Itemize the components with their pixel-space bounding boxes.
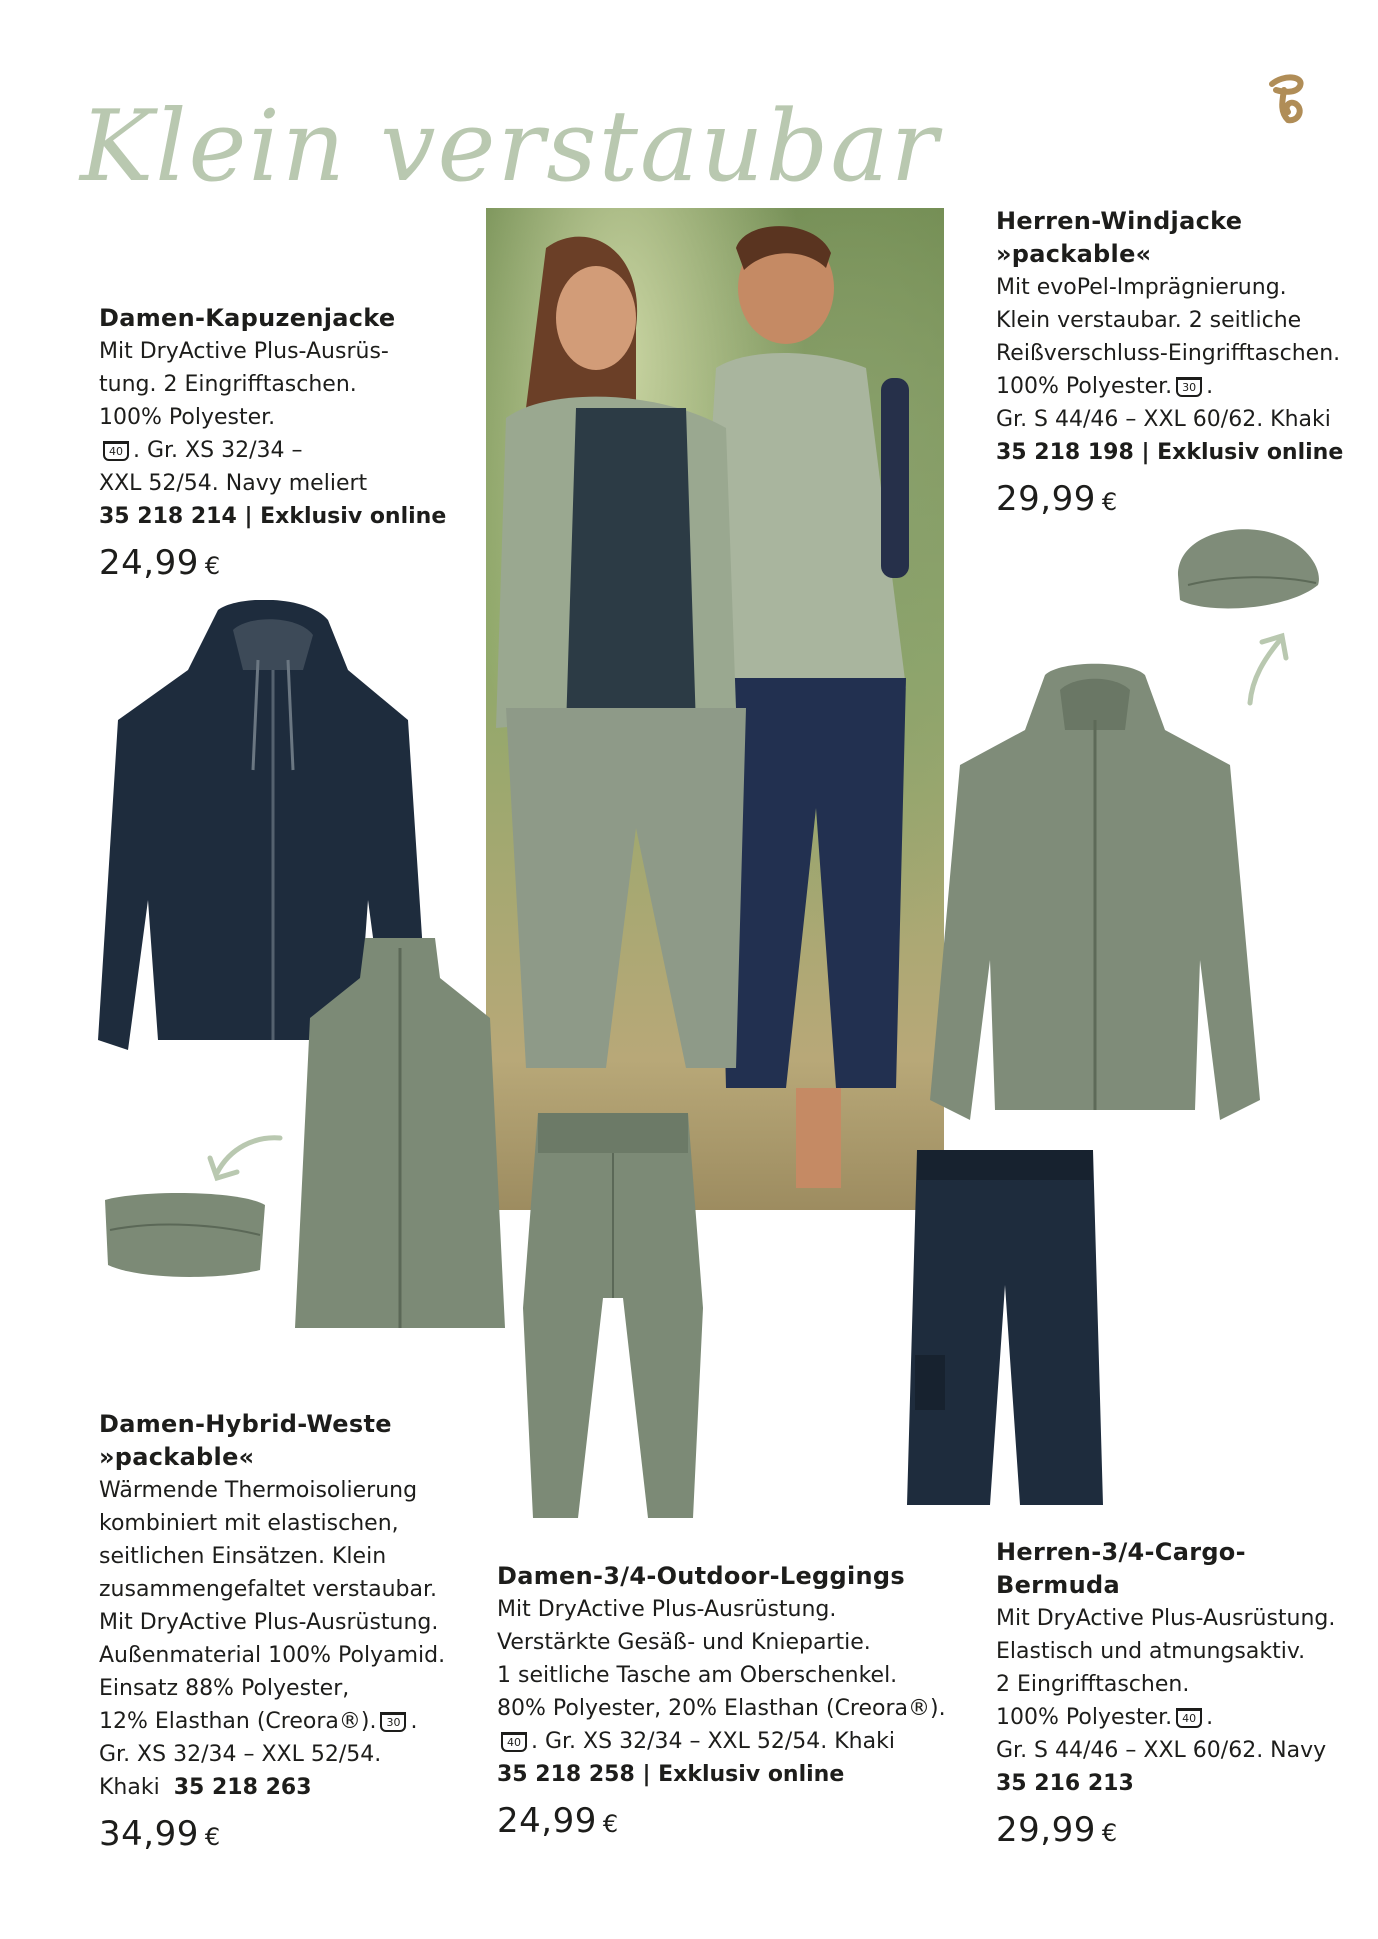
tchibo-logo-icon (1258, 70, 1314, 126)
product-desc-line: Mit DryActive Plus-Ausrüstung. (996, 1606, 1336, 1631)
order-number: 35 218 198 | Exklusiv online (996, 440, 1344, 465)
product-desc-line: tung. 2 Eingrifftaschen. (99, 372, 357, 397)
product-title: Damen-Hybrid-Weste (99, 1410, 392, 1438)
arrow-left-down-icon (205, 1128, 285, 1188)
order-number: 35 216 213 (996, 1771, 1134, 1796)
product-desc-line: zusammengefaltet verstaubar. (99, 1577, 437, 1602)
product-desc-line: 1 seitliche Tasche am Oberschenkel. (497, 1663, 898, 1688)
product-desc-line: 12% Elasthan (Creora®). 30 . (99, 1709, 418, 1734)
product-desc-line: Mit evoPel-Imprägnierung. (996, 275, 1287, 300)
product-desc-line: 80% Polyester, 20% Elasthan (Creora®). (497, 1696, 946, 1721)
product-desc-line: Elastisch und atmungsaktiv. (996, 1639, 1306, 1664)
leggings-product-image (518, 1108, 708, 1528)
product-desc-line: Mit DryActive Plus-Ausrüstung. (99, 1610, 439, 1635)
page-headline: Klein verstaubar (80, 90, 940, 204)
product-desc-line: Gr. S 44/46 – XXL 60/62. Khaki (996, 407, 1331, 432)
wash-symbol-icon: 30 (1176, 377, 1202, 397)
lifestyle-photo (486, 208, 944, 1210)
product-desc-line: Mit DryActive Plus-Ausrüstung. (497, 1597, 837, 1622)
product-damen-leggings (497, 1560, 957, 1841)
product-desc-line: Gr. XS 32/34 – XXL 52/54. (99, 1742, 382, 1767)
product-price: 29,99 € (996, 1810, 1118, 1850)
product-title: »packable« (996, 240, 1152, 268)
product-desc-line: Klein verstaubar. 2 seitliche (996, 308, 1302, 333)
product-herren-bermuda (996, 1536, 1366, 1850)
product-title: Bermuda (996, 1571, 1120, 1599)
product-price: 24,99 € (99, 543, 221, 583)
product-herren-windjacke (996, 205, 1366, 519)
product-desc-line: Reißverschluss-Eingrifftaschen. (996, 341, 1341, 366)
order-number: 35 218 214 | Exklusiv online (99, 504, 447, 529)
product-price: 24,99 € (497, 1801, 619, 1841)
wash-symbol-icon: 40 (103, 441, 129, 461)
product-desc-line: Mit DryActive Plus-Ausrüs- (99, 339, 389, 364)
packed-jacket-pouch-image (1168, 515, 1328, 625)
couple-illustration (486, 208, 944, 1210)
packed-vest-pouch-image (100, 1185, 270, 1285)
product-title: Herren-3/4-Cargo- (996, 1538, 1246, 1566)
product-desc-line: 100% Polyester. 30 . (996, 374, 1214, 399)
product-desc-line: Wärmende Thermoisolierung (99, 1478, 418, 1503)
product-price: 34,99 € (99, 1814, 221, 1854)
wash-symbol-icon: 30 (380, 1712, 406, 1732)
product-desc-line: 100% Polyester. (99, 405, 276, 430)
windjacket-product-image (930, 660, 1260, 1130)
product-desc-line: 40 . Gr. XS 32/34 – XXL 52/54. Khaki (497, 1725, 957, 1758)
product-desc-line: 2 Eingrifftaschen. (996, 1672, 1190, 1697)
product-desc-line: Khaki 35 218 263 (99, 1775, 312, 1800)
product-desc-line: 100% Polyester. 40 . (996, 1705, 1214, 1730)
product-title: Damen-3/4-Outdoor-Leggings (497, 1562, 905, 1590)
product-damen-kapuzenjacke (99, 302, 479, 583)
order-number: 35 218 258 | Exklusiv online (497, 1762, 845, 1787)
product-desc-line: Verstärkte Gesäß- und Kniepartie. (497, 1630, 871, 1655)
product-title: »packable« (99, 1443, 255, 1471)
size-info: . Gr. XS 32/34 – (133, 438, 303, 463)
product-desc-line: Gr. S 44/46 – XXL 60/62. Navy (996, 1738, 1327, 1763)
vest-product-image (290, 928, 510, 1358)
product-desc-line: seitlichen Einsätzen. Klein (99, 1544, 387, 1569)
product-title: Damen-Kapuzenjacke (99, 304, 396, 332)
bermuda-product-image (905, 1145, 1105, 1515)
product-price: 29,99 € (996, 479, 1118, 519)
product-desc-line: XXL 52/54. Navy meliert (99, 471, 368, 496)
wash-symbol-icon: 40 (501, 1732, 527, 1752)
product-title: Herren-Windjacke (996, 207, 1243, 235)
product-damen-hybrid-weste (99, 1408, 479, 1854)
product-desc-line: kombiniert mit elastischen, (99, 1511, 399, 1536)
wash-symbol-icon: 40 (1176, 1708, 1202, 1728)
product-desc-line (99, 434, 479, 467)
product-desc-line: Außenmaterial 100% Polyamid. (99, 1643, 446, 1668)
product-desc-line: Einsatz 88% Polyester, (99, 1676, 350, 1701)
order-number: 35 218 263 (173, 1775, 312, 1800)
